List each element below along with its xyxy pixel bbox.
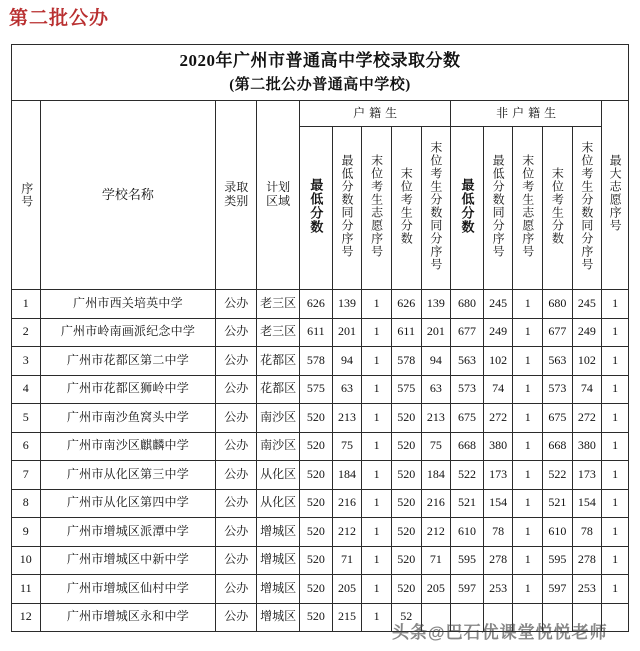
cell-index: 8 xyxy=(12,489,41,518)
column-header-local-last-choice-rank-text: 末位考生志愿序号 xyxy=(369,154,384,259)
cell-max-choice-rank: 1 xyxy=(602,489,629,518)
table-row xyxy=(12,290,629,319)
cell-max-choice-rank: 1 xyxy=(602,461,629,490)
cell-admission-type: 公办 xyxy=(216,461,257,490)
cell-nonlocal-min-score-tie-rank: 245 xyxy=(483,290,513,319)
cell-nonlocal-last-score-tie-rank: 249 xyxy=(572,318,602,347)
column-header-nonlocal-min-score xyxy=(451,127,484,290)
cell-local-last-score: 520 xyxy=(391,432,421,461)
column-header-max-choice-rank xyxy=(602,101,629,290)
cell-max-choice-rank: 1 xyxy=(602,432,629,461)
cell-nonlocal-last-choice-rank xyxy=(513,603,543,632)
cell-nonlocal-last-score: 675 xyxy=(543,404,573,433)
cell-nonlocal-min-score-tie-rank: 249 xyxy=(483,318,513,347)
cell-nonlocal-min-score: 595 xyxy=(451,546,484,575)
cell-nonlocal-last-score-tie-rank: 272 xyxy=(572,404,602,433)
column-header-admission-type-text: 录取类别 xyxy=(224,180,249,208)
cell-admission-type: 公办 xyxy=(216,404,257,433)
cell-nonlocal-min-score: 597 xyxy=(451,575,484,604)
cell-local-last-choice-rank: 1 xyxy=(362,432,392,461)
cell-local-min-score: 611 xyxy=(300,318,333,347)
cell-local-min-score-tie-rank: 184 xyxy=(332,461,362,490)
cell-nonlocal-last-score-tie-rank: 278 xyxy=(572,546,602,575)
cell-nonlocal-last-score-tie-rank xyxy=(572,603,602,632)
table-title-main: 2020年广州市普通高中学校录取分数 xyxy=(179,51,461,70)
table-title-cell xyxy=(12,45,629,101)
column-header-nonlocal-min-score-tie-rank xyxy=(483,127,513,290)
cell-local-last-choice-rank: 1 xyxy=(362,603,392,632)
cell-index: 12 xyxy=(12,603,41,632)
cell-nonlocal-last-score-tie-rank: 154 xyxy=(572,489,602,518)
cell-school: 广州市花都区第二中学 xyxy=(40,347,216,376)
cell-index: 2 xyxy=(12,318,41,347)
cell-local-last-choice-rank: 1 xyxy=(362,318,392,347)
cell-school: 广州市岭南画派纪念中学 xyxy=(40,318,216,347)
table-title-sub: (第二批公办普通高中学校) xyxy=(229,77,411,93)
cell-local-last-score: 52 xyxy=(391,603,421,632)
cell-nonlocal-min-score-tie-rank: 272 xyxy=(483,404,513,433)
cell-nonlocal-last-score: 668 xyxy=(543,432,573,461)
cell-nonlocal-last-score: 522 xyxy=(543,461,573,490)
cell-max-choice-rank: 1 xyxy=(602,404,629,433)
column-header-plan-area-text: 计划区域 xyxy=(266,180,291,208)
cell-local-min-score-tie-rank: 63 xyxy=(332,375,362,404)
cell-admission-type: 公办 xyxy=(216,375,257,404)
cell-admission-type: 公办 xyxy=(216,546,257,575)
cell-nonlocal-last-choice-rank: 1 xyxy=(513,518,543,547)
cell-nonlocal-last-choice-rank: 1 xyxy=(513,375,543,404)
column-header-index: 序号 xyxy=(12,101,41,290)
cell-plan-area: 增城区 xyxy=(257,546,300,575)
column-header-nonlocal-min-score-tie-rank-text: 最低分数同分序号 xyxy=(491,154,506,259)
cell-nonlocal-last-choice-rank: 1 xyxy=(513,432,543,461)
cell-local-last-score-tie-rank: 216 xyxy=(421,489,451,518)
table-row xyxy=(12,432,629,461)
cell-nonlocal-last-choice-rank: 1 xyxy=(513,546,543,575)
cell-local-last-score-tie-rank: 205 xyxy=(421,575,451,604)
cell-nonlocal-min-score-tie-rank: 154 xyxy=(483,489,513,518)
cell-nonlocal-min-score: 668 xyxy=(451,432,484,461)
column-header-nonlocal-last-score-tie-rank xyxy=(572,127,602,290)
cell-nonlocal-min-score xyxy=(451,603,484,632)
cell-local-last-score-tie-rank: 213 xyxy=(421,404,451,433)
cell-nonlocal-min-score: 573 xyxy=(451,375,484,404)
cell-nonlocal-min-score: 680 xyxy=(451,290,484,319)
cell-nonlocal-last-score-tie-rank: 74 xyxy=(572,375,602,404)
column-header-local-last-score-tie-rank-text: 末位考生分数同分序号 xyxy=(428,141,443,272)
table-row xyxy=(12,318,629,347)
cell-school: 广州市增城区永和中学 xyxy=(40,603,216,632)
cell-nonlocal-min-score-tie-rank: 74 xyxy=(483,375,513,404)
cell-local-last-score-tie-rank: 212 xyxy=(421,518,451,547)
column-header-local-last-score-text: 末位考生分数 xyxy=(399,167,414,246)
cell-local-last-choice-rank: 1 xyxy=(362,575,392,604)
cell-local-min-score: 520 xyxy=(300,432,333,461)
cell-plan-area: 从化区 xyxy=(257,461,300,490)
cell-plan-area: 增城区 xyxy=(257,518,300,547)
cell-index: 1 xyxy=(12,290,41,319)
cell-school: 广州市南沙区麒麟中学 xyxy=(40,432,216,461)
cell-admission-type: 公办 xyxy=(216,603,257,632)
cell-school: 广州市从化区第四中学 xyxy=(40,489,216,518)
cell-local-min-score-tie-rank: 205 xyxy=(332,575,362,604)
cell-nonlocal-last-score-tie-rank: 245 xyxy=(572,290,602,319)
group-header-local: 户籍生 xyxy=(300,101,451,127)
cell-school: 广州市增城区中新中学 xyxy=(40,546,216,575)
cell-nonlocal-min-score: 521 xyxy=(451,489,484,518)
column-header-nonlocal-last-choice-rank-text: 末位考生志愿序号 xyxy=(520,154,535,259)
cell-local-min-score-tie-rank: 75 xyxy=(332,432,362,461)
cell-max-choice-rank: 1 xyxy=(602,318,629,347)
cell-nonlocal-min-score: 677 xyxy=(451,318,484,347)
cell-index: 10 xyxy=(12,546,41,575)
cell-nonlocal-last-score: 597 xyxy=(543,575,573,604)
cell-local-last-choice-rank: 1 xyxy=(362,461,392,490)
cell-local-last-choice-rank: 1 xyxy=(362,546,392,575)
cell-nonlocal-min-score: 522 xyxy=(451,461,484,490)
cell-nonlocal-min-score-tie-rank xyxy=(483,603,513,632)
cell-local-last-score: 520 xyxy=(391,546,421,575)
cell-nonlocal-last-score: 595 xyxy=(543,546,573,575)
cell-local-min-score: 520 xyxy=(300,546,333,575)
cell-nonlocal-last-choice-rank: 1 xyxy=(513,461,543,490)
cell-local-last-choice-rank: 1 xyxy=(362,404,392,433)
cell-local-last-score: 520 xyxy=(391,404,421,433)
cell-nonlocal-min-score-tie-rank: 278 xyxy=(483,546,513,575)
cell-local-min-score: 520 xyxy=(300,575,333,604)
table-title-row xyxy=(12,45,629,101)
cell-max-choice-rank: 1 xyxy=(602,546,629,575)
cell-local-min-score-tie-rank: 213 xyxy=(332,404,362,433)
cell-local-last-score-tie-rank: 94 xyxy=(421,347,451,376)
cell-local-min-score: 520 xyxy=(300,518,333,547)
column-header-nonlocal-last-score xyxy=(543,127,573,290)
column-header-plan-area xyxy=(257,101,300,290)
score-table-container xyxy=(11,44,629,632)
cell-local-min-score: 520 xyxy=(300,603,333,632)
cell-max-choice-rank: 1 xyxy=(602,290,629,319)
cell-local-min-score-tie-rank: 94 xyxy=(332,347,362,376)
cell-index: 6 xyxy=(12,432,41,461)
cell-plan-area: 老三区 xyxy=(257,318,300,347)
cell-nonlocal-min-score: 675 xyxy=(451,404,484,433)
column-header-nonlocal-last-choice-rank xyxy=(513,127,543,290)
cell-local-min-score: 520 xyxy=(300,489,333,518)
cell-local-last-score-tie-rank: 139 xyxy=(421,290,451,319)
cell-nonlocal-last-score: 521 xyxy=(543,489,573,518)
cell-local-min-score: 578 xyxy=(300,347,333,376)
cell-max-choice-rank xyxy=(602,603,629,632)
cell-nonlocal-min-score-tie-rank: 173 xyxy=(483,461,513,490)
cell-index: 3 xyxy=(12,347,41,376)
table-row xyxy=(12,575,629,604)
cell-plan-area: 南沙区 xyxy=(257,432,300,461)
cell-max-choice-rank: 1 xyxy=(602,518,629,547)
cell-nonlocal-last-score: 563 xyxy=(543,347,573,376)
cell-local-last-score: 520 xyxy=(391,575,421,604)
cell-admission-type: 公办 xyxy=(216,518,257,547)
cell-school: 广州市南沙鱼窝头中学 xyxy=(40,404,216,433)
cell-local-min-score: 626 xyxy=(300,290,333,319)
column-header-nonlocal-last-score-text: 末位考生分数 xyxy=(550,167,565,246)
cell-nonlocal-min-score-tie-rank: 78 xyxy=(483,518,513,547)
cell-plan-area: 老三区 xyxy=(257,290,300,319)
column-header-nonlocal-last-score-tie-rank-text: 末位考生分数同分序号 xyxy=(579,141,594,272)
cell-nonlocal-last-score: 677 xyxy=(543,318,573,347)
cell-local-min-score-tie-rank: 71 xyxy=(332,546,362,575)
cell-nonlocal-last-score xyxy=(543,603,573,632)
cell-plan-area: 花都区 xyxy=(257,375,300,404)
admission-score-table xyxy=(11,44,629,632)
table-row xyxy=(12,347,629,376)
cell-max-choice-rank: 1 xyxy=(602,575,629,604)
table-row xyxy=(12,404,629,433)
cell-local-min-score-tie-rank: 212 xyxy=(332,518,362,547)
cell-nonlocal-last-choice-rank: 1 xyxy=(513,347,543,376)
cell-nonlocal-min-score-tie-rank: 380 xyxy=(483,432,513,461)
cell-plan-area: 增城区 xyxy=(257,575,300,604)
cell-admission-type: 公办 xyxy=(216,489,257,518)
cell-admission-type: 公办 xyxy=(216,432,257,461)
cell-local-last-score: 520 xyxy=(391,518,421,547)
cell-local-last-choice-rank: 1 xyxy=(362,347,392,376)
cell-nonlocal-last-score: 573 xyxy=(543,375,573,404)
cell-nonlocal-min-score: 563 xyxy=(451,347,484,376)
cell-local-last-score-tie-rank: 201 xyxy=(421,318,451,347)
column-header-local-last-score-tie-rank xyxy=(421,127,451,290)
cell-local-last-choice-rank: 1 xyxy=(362,290,392,319)
column-header-school: 学校名称 xyxy=(40,101,216,290)
cell-local-last-score: 520 xyxy=(391,461,421,490)
cell-local-min-score-tie-rank: 216 xyxy=(332,489,362,518)
cell-nonlocal-last-score-tie-rank: 173 xyxy=(572,461,602,490)
cell-local-last-choice-rank: 1 xyxy=(362,489,392,518)
cell-index: 7 xyxy=(12,461,41,490)
table-row xyxy=(12,375,629,404)
cell-local-last-score: 626 xyxy=(391,290,421,319)
cell-admission-type: 公办 xyxy=(216,347,257,376)
column-header-nonlocal-min-score-text: 最低分数 xyxy=(459,178,475,235)
cell-nonlocal-last-score-tie-rank: 78 xyxy=(572,518,602,547)
group-header-nonlocal: 非户籍生 xyxy=(451,101,602,127)
group-header-row xyxy=(12,101,629,127)
cell-nonlocal-last-choice-rank: 1 xyxy=(513,489,543,518)
cell-local-last-score: 575 xyxy=(391,375,421,404)
cell-local-last-score: 520 xyxy=(391,489,421,518)
cell-nonlocal-last-choice-rank: 1 xyxy=(513,318,543,347)
cell-nonlocal-last-choice-rank: 1 xyxy=(513,290,543,319)
cell-school: 广州市增城区派潭中学 xyxy=(40,518,216,547)
column-header-local-min-score-tie-rank xyxy=(332,127,362,290)
cell-local-min-score-tie-rank: 201 xyxy=(332,318,362,347)
cell-local-last-choice-rank: 1 xyxy=(362,375,392,404)
page-section-label: 第二批公办 xyxy=(9,8,110,29)
column-header-max-choice-rank-text: 最大志愿序号 xyxy=(608,154,623,233)
cell-index: 4 xyxy=(12,375,41,404)
column-header-local-min-score-text: 最低分数 xyxy=(308,178,324,235)
cell-index: 5 xyxy=(12,404,41,433)
cell-plan-area: 增城区 xyxy=(257,603,300,632)
cell-nonlocal-last-score: 680 xyxy=(543,290,573,319)
cell-school: 广州市从化区第三中学 xyxy=(40,461,216,490)
cell-plan-area: 南沙区 xyxy=(257,404,300,433)
cell-local-min-score: 520 xyxy=(300,404,333,433)
cell-nonlocal-min-score-tie-rank: 253 xyxy=(483,575,513,604)
table-row xyxy=(12,603,629,632)
cell-local-last-score-tie-rank: 63 xyxy=(421,375,451,404)
column-header-admission-type xyxy=(216,101,257,290)
cell-plan-area: 从化区 xyxy=(257,489,300,518)
cell-nonlocal-last-score-tie-rank: 253 xyxy=(572,575,602,604)
cell-local-min-score: 575 xyxy=(300,375,333,404)
cell-nonlocal-last-score-tie-rank: 102 xyxy=(572,347,602,376)
table-row xyxy=(12,546,629,575)
cell-school: 广州市增城区仙村中学 xyxy=(40,575,216,604)
column-header-local-last-score xyxy=(391,127,421,290)
cell-local-min-score-tie-rank: 139 xyxy=(332,290,362,319)
cell-admission-type: 公办 xyxy=(216,290,257,319)
cell-plan-area: 花都区 xyxy=(257,347,300,376)
cell-local-last-score-tie-rank: 75 xyxy=(421,432,451,461)
cell-nonlocal-last-choice-rank: 1 xyxy=(513,404,543,433)
cell-local-min-score-tie-rank: 215 xyxy=(332,603,362,632)
watermark-overlay: 头条@巴石优课堂悦悦老师 xyxy=(392,623,608,642)
cell-nonlocal-last-score-tie-rank: 380 xyxy=(572,432,602,461)
cell-local-min-score: 520 xyxy=(300,461,333,490)
table-row xyxy=(12,489,629,518)
table-row xyxy=(12,518,629,547)
cell-max-choice-rank: 1 xyxy=(602,347,629,376)
cell-school: 广州市花都区狮岭中学 xyxy=(40,375,216,404)
cell-admission-type: 公办 xyxy=(216,575,257,604)
cell-max-choice-rank: 1 xyxy=(602,375,629,404)
cell-local-last-score-tie-rank xyxy=(421,603,451,632)
cell-nonlocal-last-choice-rank: 1 xyxy=(513,575,543,604)
cell-index: 11 xyxy=(12,575,41,604)
cell-school: 广州市西关培英中学 xyxy=(40,290,216,319)
cell-local-last-score: 578 xyxy=(391,347,421,376)
cell-local-last-score-tie-rank: 184 xyxy=(421,461,451,490)
cell-nonlocal-min-score: 610 xyxy=(451,518,484,547)
cell-index: 9 xyxy=(12,518,41,547)
column-header-local-last-choice-rank xyxy=(362,127,392,290)
cell-nonlocal-min-score-tie-rank: 102 xyxy=(483,347,513,376)
cell-admission-type: 公办 xyxy=(216,318,257,347)
column-header-local-min-score-tie-rank-text: 最低分数同分序号 xyxy=(339,154,354,259)
cell-nonlocal-last-score: 610 xyxy=(543,518,573,547)
column-header-local-min-score xyxy=(300,127,333,290)
table-row xyxy=(12,461,629,490)
cell-local-last-score: 611 xyxy=(391,318,421,347)
cell-local-last-score-tie-rank: 71 xyxy=(421,546,451,575)
cell-local-last-choice-rank: 1 xyxy=(362,518,392,547)
